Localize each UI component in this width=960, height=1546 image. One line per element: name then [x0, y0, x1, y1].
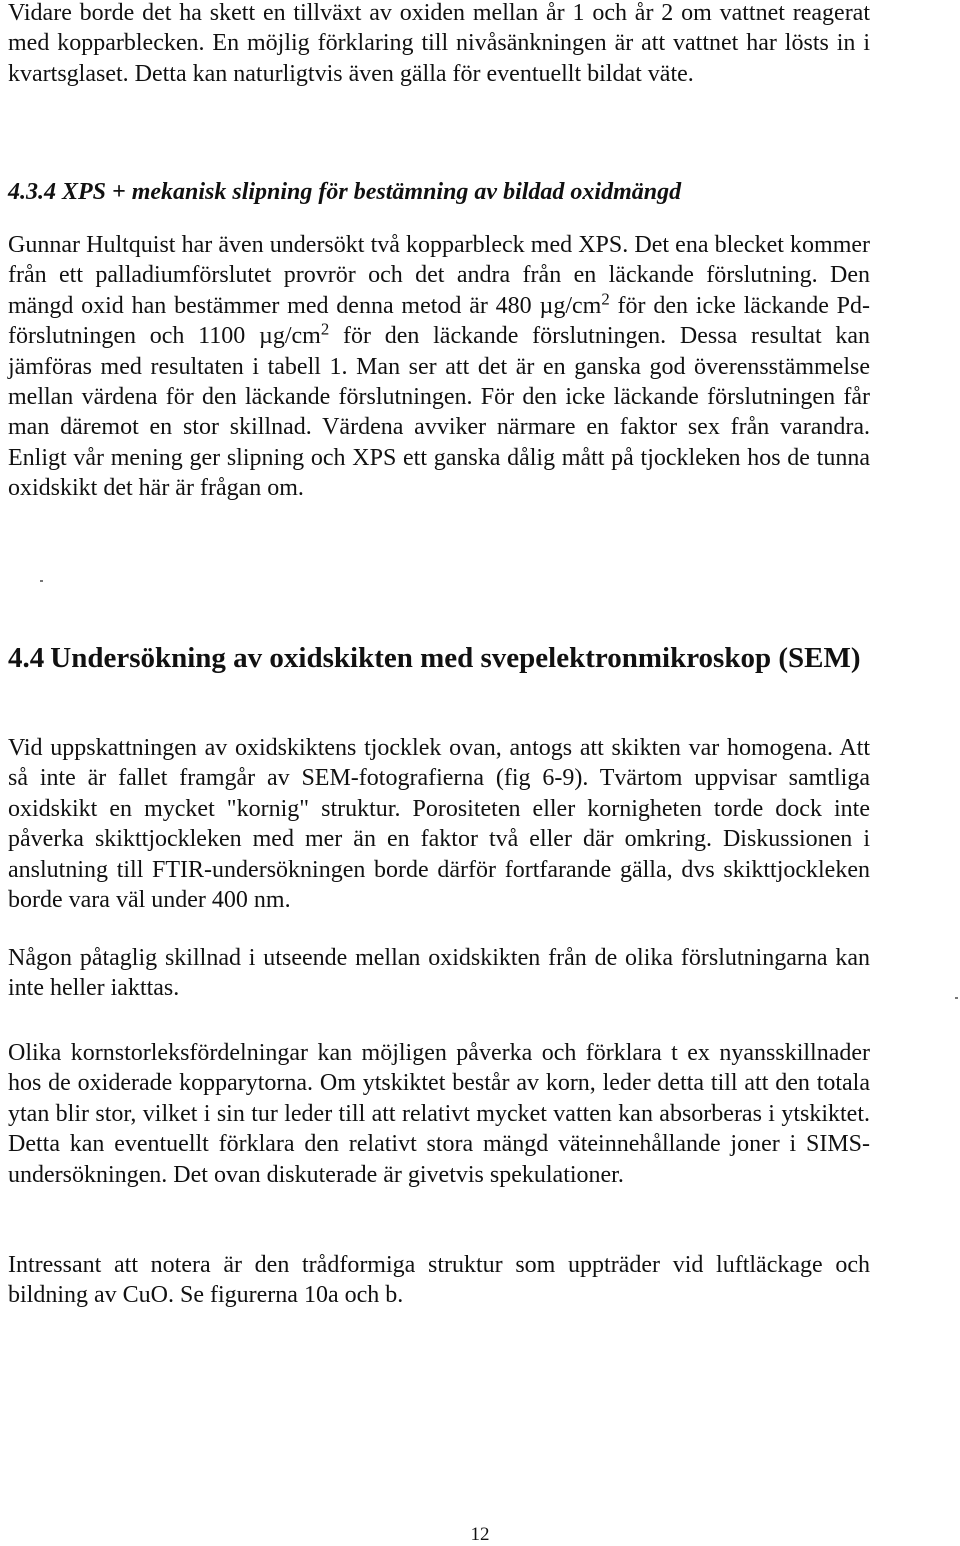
paragraph-xps — [8, 230, 870, 504]
unit-microgram-per-cm2: $\mu g/cm^2$ — [259, 319, 330, 350]
page-number: 12 — [470, 1524, 490, 1545]
paragraph-difference: Någon påtaglig skillnad i utseende mellan oxidskikten från de olika förslutningarna kan inte heller iakttas. — [8, 945, 870, 1002]
paragraph-figures: Intressant att notera är den trådformiga struktur som uppträder vid luftläckage och bildning av CuO. Se figurerna 10a och b. — [8, 1252, 870, 1309]
subsection-heading — [8, 176, 681, 208]
subsection-number: 4.3.4 — [8, 179, 56, 205]
paragraph-xps-part-3: för den läckande förslutningen. Dessa resultat kan jämföras med resultaten i tabell 1. Man ser att det är en ganska god överensstämmelse mellan värdena för den läckande förslutningen. För den icke läckande förslutningen får man däremot en stor skillnad. Värdena avviker närmare en faktor sex från varandra. Enligt vår mening ger slipning och XPS ett ganska dålig mått på tjockleken hos de tunna oxidskikt det här är frågan om. — [8, 323, 871, 502]
unit-microgram-per-cm2: $\mu g/cm^2$ — [539, 289, 610, 319]
paragraph-grain: Olika kornstorleksfördelningar kan möjligen påverka och förklara t ex nyansskillnader hos de oxiderade kopparytorna. Om ytskiktet består av korn, leder detta till att den totala ytan blir stor, vilket i sin tur leder till att relativt mycket vatten kan absorberas i ytskiktet. Detta kan eventuellt förklara den relativt stora mängd väteinnehållande joner i SIMS-undersökningen. Det ovan diskuterade är givetvis spekulationer. — [8, 1040, 870, 1188]
section-number: 4.4 — [8, 642, 45, 674]
scan-speck — [40, 580, 43, 582]
paragraph-xps-part-2: för den icke läckande Pd-förslutningen och 1100 — [8, 292, 870, 350]
section-heading — [8, 640, 861, 676]
paragraph-xps-part-1: Gunnar Hultquist har även undersökt två kopparbleck med XPS. Det ena blecket kommer från ett palladiumförslutet provrör och det andra från en läckande förslutning. Den mängd oxid han bestämmer med denna metod är 480 — [8, 232, 870, 319]
section-title: Undersökning av oxidskikten med svepelektronmikroskop (SEM) — [50, 642, 861, 674]
subsection-title: XPS + mekanisk slipning för bestämning av bildad oxidmängd — [62, 179, 682, 205]
paragraph-sem: Vid uppskattningen av oxidskiktens tjocklek ovan, antogs att skikten var homogena. Att så inte är fallet framgår av SEM-fotografierna (fig 6-9). Tvärtom uppvisar samtliga oxidskikt en mycket "kornig" struktur. Porositeten eller kornigheten torde dock inte påverka skikttjockleken med mer än en faktor två eller där omkring. Diskussionen i anslutning till FTIR-undersökningen borde därför fortfarande gälla, dvs skikttjockleken borde vara väl under 400 nm. — [8, 735, 870, 914]
scan-speck — [955, 997, 958, 999]
paragraph-intro: Vidare borde det ha skett en tillväxt av oxiden mellan år 1 och år 2 om vattnet reagerat med kopparblecken. En möjlig förklaring till nivåsänkningen är att vattnet har lösts in i kvartsglaset. Detta kan naturligtvis även gälla för eventuellt bildat väte. — [8, 0, 870, 87]
